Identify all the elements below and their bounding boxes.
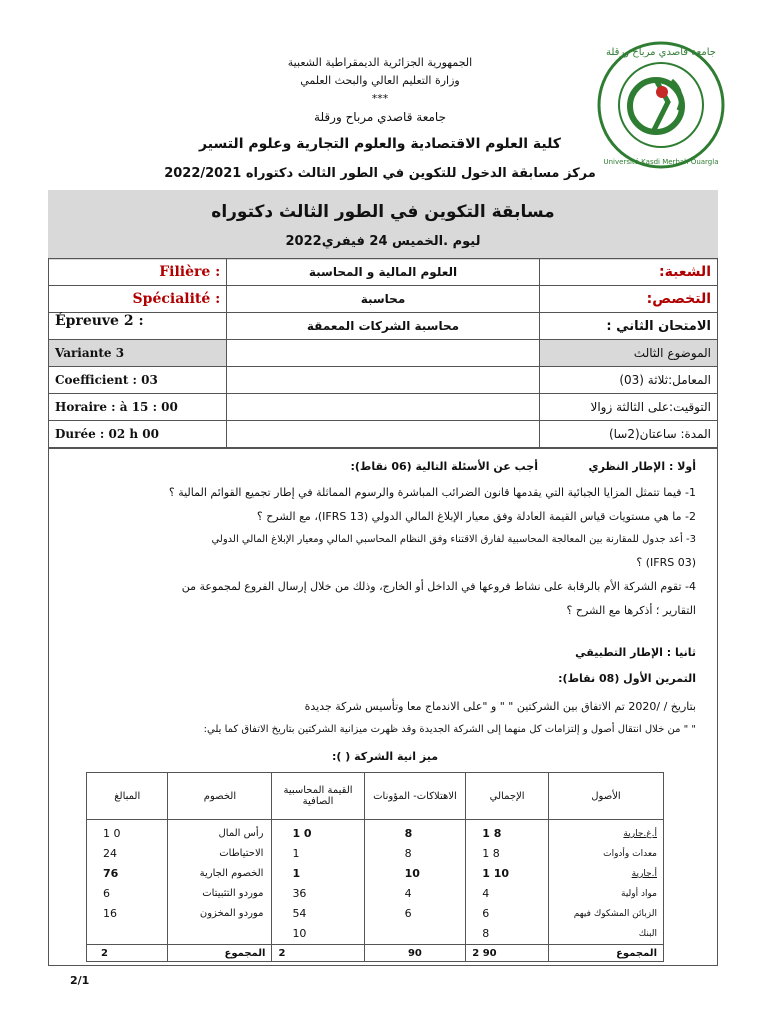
net-cell: 1 0 xyxy=(292,827,312,840)
horaire-fr: Horaire : à 15 : 00 xyxy=(49,394,227,421)
total-depr: 90 xyxy=(364,945,466,962)
asset-cell: أ.جارية xyxy=(631,869,657,879)
liability-cell: موردو المخزون xyxy=(199,908,264,919)
question-2: 2- ما هي مستويات قياس القيمة العادلة وفق معيار الإبلاغ المالي الدولي (IFRS 13)، مع الشرح ؟ xyxy=(256,510,696,523)
center-line: مركز مسابقة الدخول للتكوين في الطور الثالث دكتوراه 2022/2021 xyxy=(164,166,596,181)
specialite-ar: التخصص: xyxy=(539,286,717,313)
specialite-fr: Spécialité : xyxy=(49,286,227,313)
ministry-line: وزارة التعليم العالي والبحث العلمي xyxy=(300,74,460,87)
asset-cell: أ.غ.جارية xyxy=(623,829,657,839)
net-cell: 54 xyxy=(292,907,307,920)
exercise-paragraph-2: " " من خلال انتقال أصول و إلتزامات كل منهما إلى الشركة الجديدة وقد ظهرت ميزانية الشركتين بتاريخ الاتفاق كما يلي: xyxy=(203,724,696,735)
net-cell: 1 xyxy=(292,867,301,880)
epreuve-ar: الامتحان الثاني : xyxy=(539,313,717,340)
practice-heading: ثانيا : الإطار التطبيقي xyxy=(575,646,696,659)
svg-text:جامعة قاصدي مرباح ورقلة: جامعة قاصدي مرباح ورقلة xyxy=(606,47,716,58)
assets-column xyxy=(548,820,663,945)
filiere-ar: الشعبة: xyxy=(539,259,717,286)
col-gross: الإجمالي xyxy=(466,773,549,820)
depr-column xyxy=(364,820,466,945)
svg-text:Université Kasdi Merbah Ouargl: Université Kasdi Merbah Ouargla xyxy=(603,158,719,166)
coefficient-ar: المعامل:ثلاثة (03) xyxy=(539,367,717,394)
question-4: 4- تقوم الشركة الأم بالرقابة على نشاط فروعها في الداخل أو الخارج، وذلك من خلال إرسال الفروع لمجموعة من xyxy=(181,580,696,593)
exercise-heading: التمرين الأول (08 نقاط): xyxy=(558,672,696,685)
amount-cell: 76 xyxy=(103,867,119,880)
total-assets-label: المجموع xyxy=(548,945,663,962)
gross-cell: 1 8 xyxy=(482,827,502,840)
total-net: 2 xyxy=(272,945,364,962)
liability-cell: رأس المال xyxy=(218,828,264,839)
asset-cell: الزبائن المشكوك فيهم xyxy=(573,909,657,919)
depr-cell: 6 xyxy=(404,907,412,920)
col-amounts: المبالغ xyxy=(87,773,168,820)
coefficient-fr: Coefficient : 03 xyxy=(49,367,227,394)
variante-ar: الموضوع الثالث xyxy=(539,340,717,367)
liability-cell: الخصوم الجارية xyxy=(199,868,264,879)
gross-column xyxy=(466,820,549,945)
col-liabilities: الخصوم xyxy=(168,773,272,820)
question-4-cont: التقارير ؛ أذكرها مع الشرح ؟ xyxy=(566,604,696,617)
specialite-value: محاسبة xyxy=(227,286,539,313)
amount-cell: 16 xyxy=(103,907,117,920)
net-cell: 36 xyxy=(292,887,307,900)
question-1: 1- فيما تتمثل المزايا الجبائية التي يقدمها قانون الضرائب المباشرة والرسوم المماثلة في إطار تجميع القوائم المالية ؟ xyxy=(168,486,696,499)
exam-title-box xyxy=(48,190,718,260)
balance-sheet-table xyxy=(86,772,664,962)
theory-heading: أولا : الإطار النظري xyxy=(588,460,696,473)
liability-cell: موردو التثبيتات xyxy=(202,888,264,899)
exercise-paragraph-1: بتاريخ / /2020 تم الاتفاق بين الشركتين " " و "على الاندماج معا وتأسيس شركة جديدة xyxy=(304,700,696,713)
filiere-fr: Filière : xyxy=(49,259,227,286)
gross-cell: 1 8 xyxy=(482,847,500,860)
net-column xyxy=(272,820,364,945)
filiere-value: العلوم المالية و المحاسبة xyxy=(227,259,539,286)
depr-cell: 8 xyxy=(404,827,413,840)
faculty-line: كلية العلوم الاقتصادية والعلوم التجارية وعلوم التسير xyxy=(199,136,561,152)
amounts-column xyxy=(87,820,168,945)
balance-title: ميز انية الشركة ( ): xyxy=(332,750,438,763)
gross-cell: 1 10 xyxy=(482,867,510,880)
republic-line: الجمهورية الجزائرية الديمقراطية الشعبية xyxy=(287,56,473,69)
epreuve-fr: Épreuve 2 : xyxy=(49,313,227,340)
exam-info-table xyxy=(48,258,718,448)
question-3-cont: (IFRS 03) ؟ xyxy=(636,556,696,569)
total-liab-label: المجموع xyxy=(168,945,272,962)
variante-fr: Variante 3 xyxy=(49,340,227,367)
amount-cell: 24 xyxy=(103,847,117,860)
depr-cell: 10 xyxy=(404,867,420,880)
duree-ar: المدة: ساعتان(2سا) xyxy=(539,421,717,448)
liabilities-column xyxy=(168,820,272,945)
total-amount: 2 xyxy=(87,945,168,962)
depr-cell: 8 xyxy=(404,847,412,860)
amount-cell: 1 0 xyxy=(103,827,121,840)
col-depr: الاهتلاكات- المؤونات xyxy=(364,773,466,820)
liability-cell: الاحتياطات xyxy=(219,848,264,859)
net-cell: 1 xyxy=(292,847,300,860)
theory-instruction: أجب عن الأسئلة التالية (06 نقاط): xyxy=(350,460,538,473)
duree-fr: Durée : 02 h 00 xyxy=(49,421,227,448)
asset-cell: مواد أولية xyxy=(621,889,657,899)
header-separator: *** xyxy=(371,92,389,105)
gross-cell: 8 xyxy=(482,927,490,940)
asset-cell: معدات وأدوات xyxy=(603,849,657,859)
col-assets: الأصول xyxy=(548,773,663,820)
exam-date: ليوم .الخميس 24 فيفري2022 xyxy=(285,234,481,249)
gross-cell: 4 xyxy=(482,887,490,900)
asset-cell: البنك xyxy=(638,929,657,939)
epreuve-value: محاسبة الشركات المعمقة xyxy=(227,313,539,340)
total-gross: 2 90 xyxy=(466,945,549,962)
col-net: القيمة المحاسبية الصافية xyxy=(272,773,364,820)
question-3: 3- أعد جدول للمقارنة بين المعالجة المحاسبية لفارق الاقتناء وفق النظام المحاسبي المالي ومعيار الإبلاغ المالي الدولي xyxy=(211,534,696,545)
university-line: جامعة قاصدي مرباح ورقلة xyxy=(314,110,446,124)
amount-cell: 6 xyxy=(103,887,110,900)
gross-cell: 6 xyxy=(482,907,490,920)
page-number: 2/1 xyxy=(70,974,90,987)
exam-title: مسابقة التكوين في الطور الثالث دكتوراه xyxy=(211,202,555,222)
university-logo xyxy=(596,40,726,170)
net-cell: 10 xyxy=(292,927,307,940)
depr-cell: 4 xyxy=(404,887,412,900)
horaire-ar: التوقيت:على الثالثة زوالا xyxy=(539,394,717,421)
